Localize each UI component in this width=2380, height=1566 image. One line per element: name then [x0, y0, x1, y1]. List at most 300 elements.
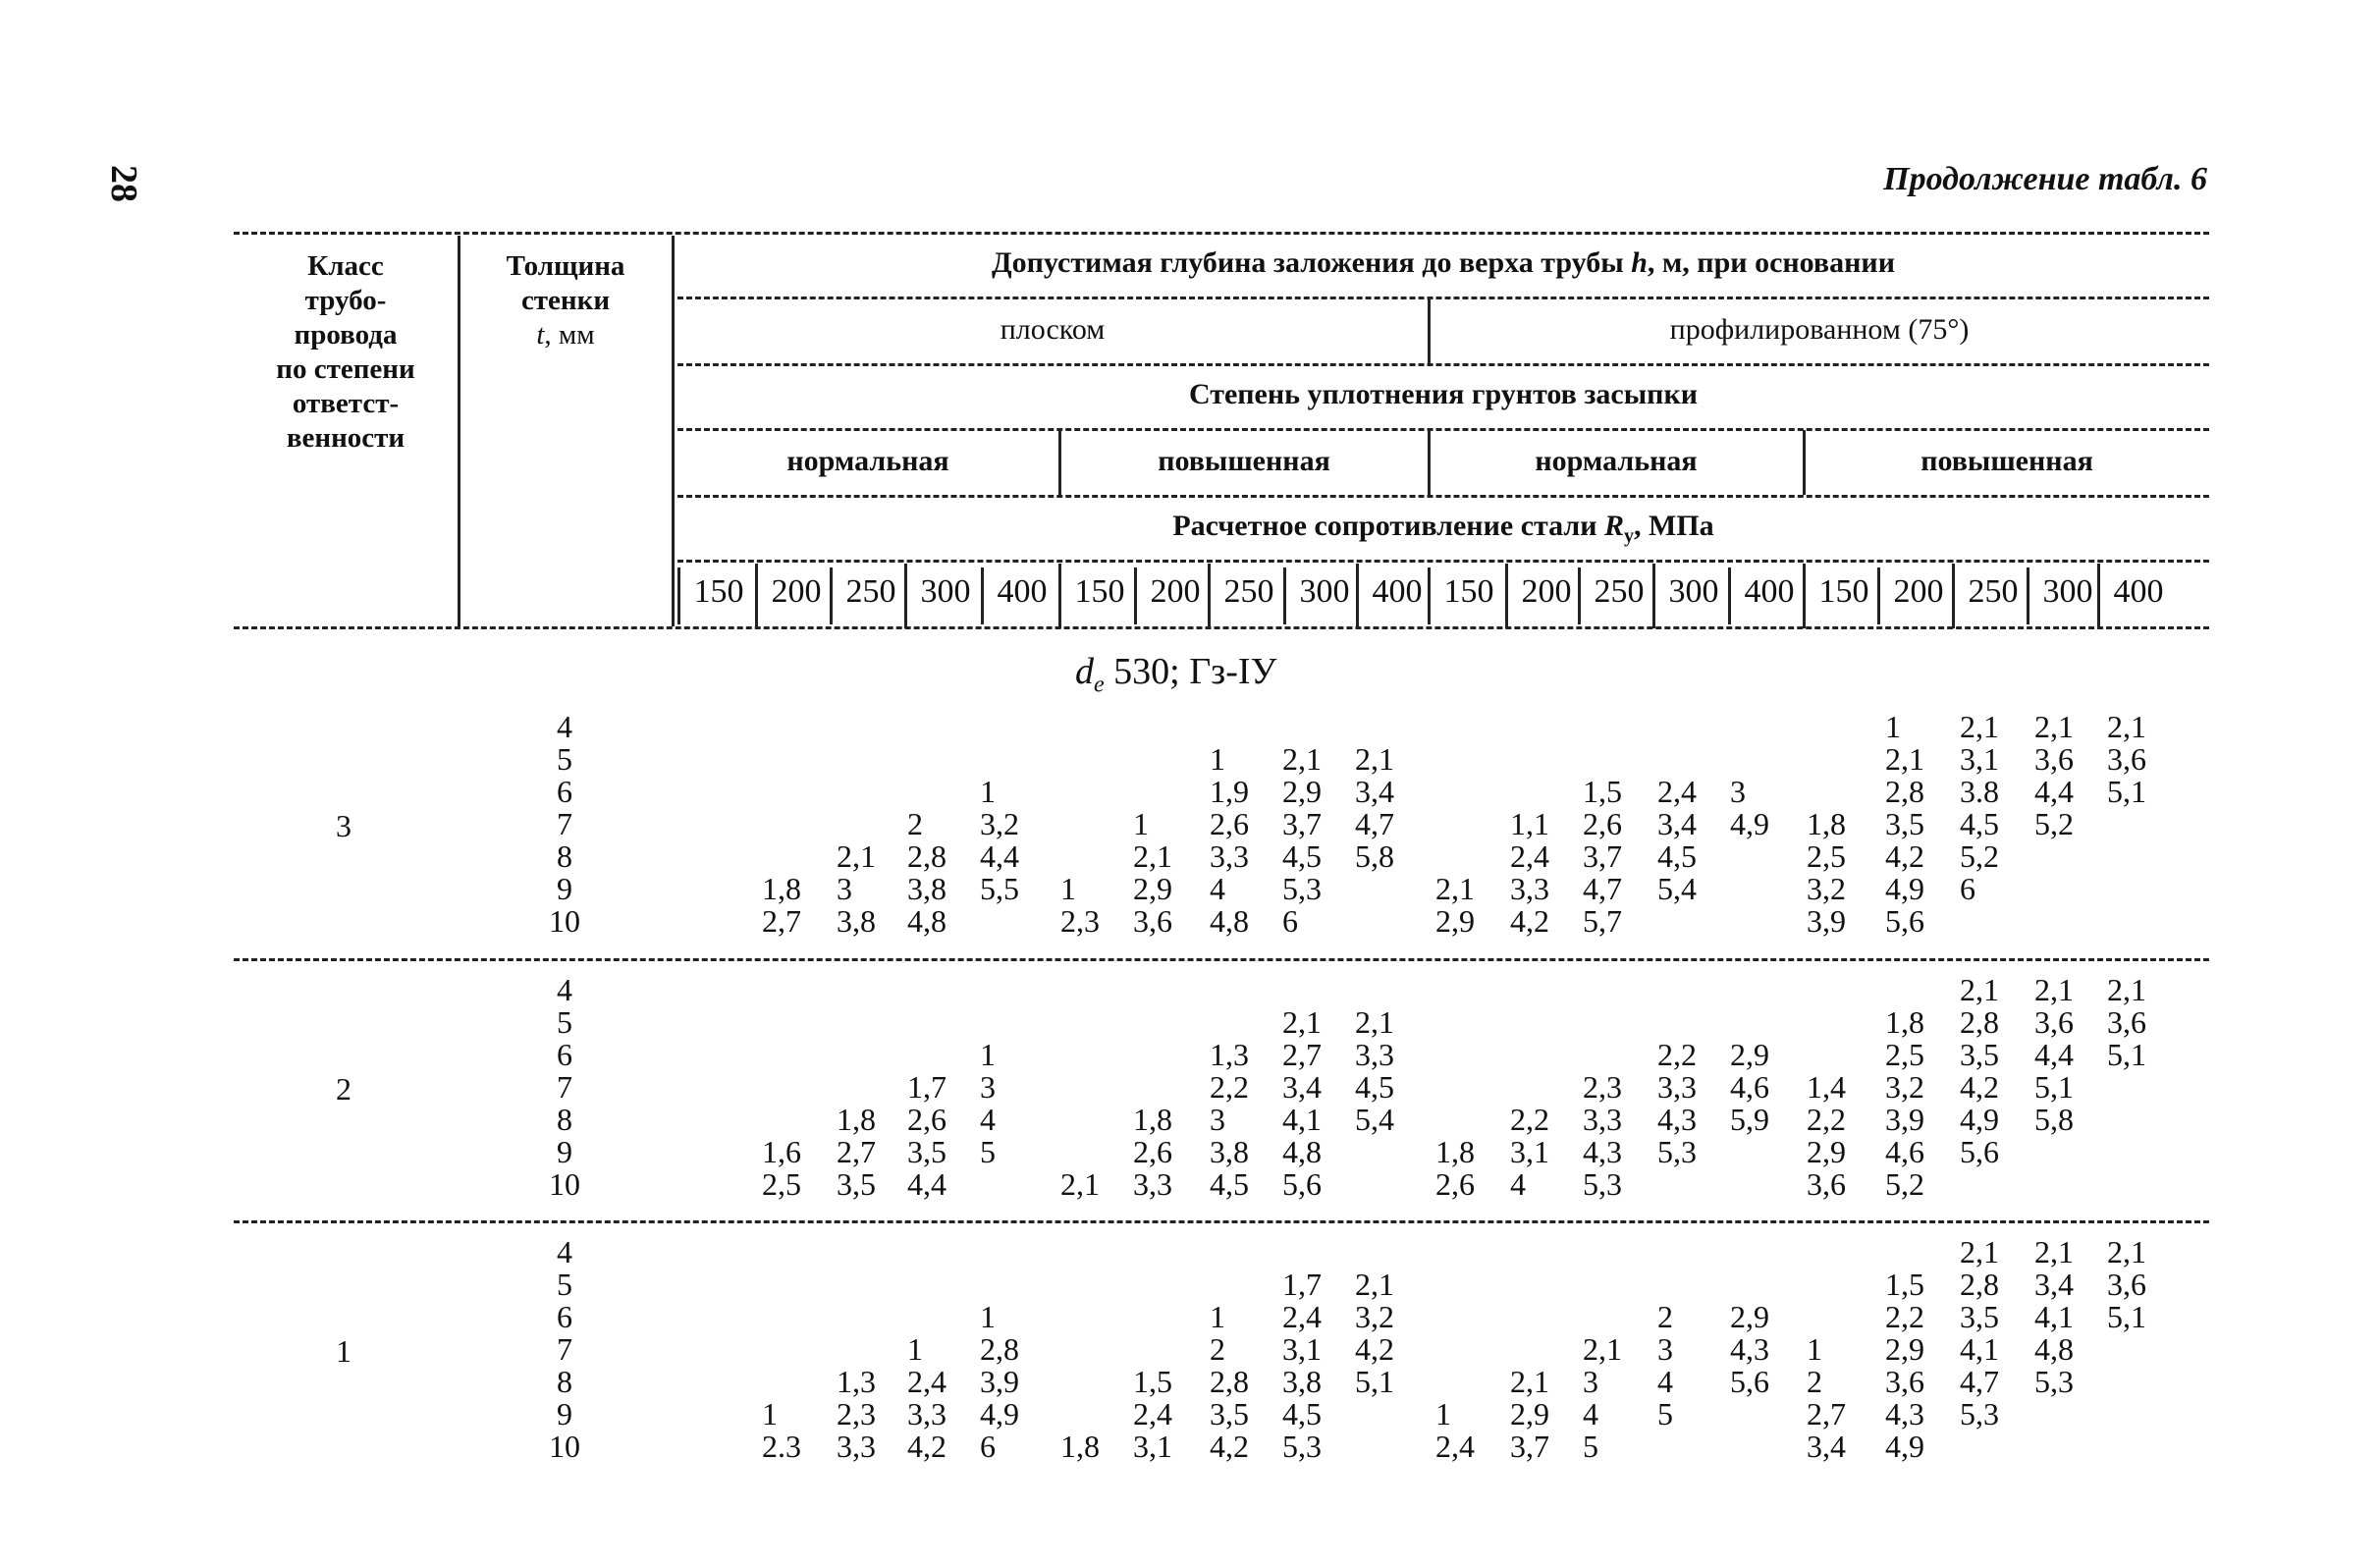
ry-divider [904, 564, 907, 628]
table-cell: 3,8 [1282, 1364, 1322, 1399]
table-cell: 3,8 [837, 903, 876, 939]
table-cell: 4,8 [1282, 1134, 1322, 1169]
header-ry-11: 200 [1521, 573, 1572, 610]
table-cell: 5,3 [1657, 1134, 1697, 1169]
table-cell: 3,2 [1355, 1299, 1394, 1334]
table-cell: 3,5 [837, 1166, 876, 1202]
table-cell: 4,8 [1210, 903, 1249, 939]
table-cell: 2,1 [1960, 709, 1999, 744]
table-cell: 3,3 [1510, 871, 1549, 906]
table-cell: 4 [1583, 1396, 1598, 1431]
table-cell: 4,5 [1210, 1166, 1249, 1202]
table-cell: 2,4 [1133, 1396, 1172, 1431]
header-rule-2 [677, 363, 2209, 366]
thickness-value: 9 [557, 1396, 572, 1431]
ry-divider [1803, 564, 1806, 628]
table-cell: 1,8 [837, 1102, 876, 1137]
header-compaction-title: Степень уплотнения грунтов засыпки [1188, 378, 1699, 410]
table-cell: 4 [1210, 871, 1225, 906]
group-title: $d_e$ 530; Гз-IУ [1075, 651, 1277, 698]
table-cell: 4,3 [1583, 1134, 1622, 1169]
table-cell: 3,7 [1583, 838, 1622, 874]
table-cell: 2,9 [1730, 1299, 1769, 1334]
table-cell: 4 [1657, 1364, 1673, 1399]
ry-divider [830, 567, 833, 624]
table-cell: 4,9 [980, 1396, 1019, 1431]
thickness-value: 5 [557, 1267, 572, 1302]
table-cell: 1 [980, 1299, 996, 1334]
table-cell: 5,3 [1583, 1166, 1622, 1202]
table-cell: 4,8 [907, 903, 947, 939]
table-cell: 5,9 [1730, 1102, 1769, 1137]
table-cell: 2,1 [1282, 1004, 1322, 1040]
header-ry-8: 300 [1299, 573, 1350, 610]
table-cell: 1,1 [1510, 806, 1549, 841]
table-cell: 6 [1282, 903, 1298, 939]
thickness-value: 7 [557, 1069, 572, 1105]
table-cell: 4,2 [1885, 838, 1924, 874]
table-cell: 1,8 [762, 871, 801, 906]
table-cell: 2,7 [762, 903, 801, 939]
class-cell: 1 [336, 1333, 352, 1369]
table-cell: 1 [1807, 1331, 1822, 1367]
thickness-value: 10 [549, 1166, 580, 1202]
table-cell: 5,1 [2107, 1037, 2146, 1072]
table-cell: 1,5 [1583, 774, 1622, 809]
table-cell: 3.8 [1960, 774, 1999, 809]
table-cell: 3,9 [1807, 903, 1846, 939]
table-cell: 3,4 [1807, 1429, 1846, 1464]
table-cell: 2,1 [1583, 1331, 1622, 1367]
thickness-value: 6 [557, 1299, 572, 1334]
ry-divider [1428, 567, 1431, 624]
table-cell: 2,9 [1282, 774, 1322, 809]
class-cell: 2 [336, 1071, 352, 1107]
ry-divider [2097, 564, 2100, 628]
header-thickness-cell: Толщина стенки t, мм [506, 250, 625, 351]
table-cell: 4 [1510, 1166, 1526, 1202]
header-ry-0: 150 [693, 573, 744, 610]
table-cell: 3,3 [1657, 1069, 1697, 1105]
table-cell: 4,5 [1657, 838, 1697, 874]
header-ry-3: 300 [920, 573, 971, 610]
table-cell: 3,9 [980, 1364, 1019, 1399]
table-cell: 5,6 [1885, 903, 1924, 939]
header-ry-4: 400 [997, 573, 1048, 610]
table-cell: 5,1 [1355, 1364, 1394, 1399]
ry-divider [677, 567, 680, 624]
table-cell: 5,1 [2107, 774, 2146, 809]
header-class-cell: Класс трубо- провода по степени ответст- венности [276, 250, 415, 454]
header-bottom-rule [234, 626, 2209, 629]
table-cell: 3,7 [1510, 1429, 1549, 1464]
table-cell: 3 [980, 1069, 996, 1105]
table-cell: 1 [1060, 871, 1076, 906]
table-cell: 2,6 [1435, 1166, 1475, 1202]
table-cell: 4,5 [1355, 1069, 1394, 1105]
thickness-value: 4 [557, 709, 572, 744]
thickness-column [530, 974, 599, 1201]
table-cell: 2,9 [1510, 1396, 1549, 1431]
table-cell: 1,7 [907, 1069, 947, 1105]
table-cell: 2,1 [1355, 1004, 1394, 1040]
table-cell: 2 [1210, 1331, 1225, 1367]
table-cell: 4,9 [1730, 806, 1769, 841]
table-cell: 3 [1583, 1364, 1598, 1399]
table-cell: 2,1 [2034, 972, 2074, 1007]
table-cell: 3,1 [1510, 1134, 1549, 1169]
table-cell: 6 [980, 1429, 996, 1464]
table-cell: 2.3 [762, 1429, 801, 1464]
table-cell: 4,5 [1960, 806, 1999, 841]
table-cell: 4,2 [1355, 1331, 1394, 1367]
table-cell: 2,8 [907, 838, 947, 874]
table-cell: 3 [1657, 1331, 1673, 1367]
table-cell: 5,2 [1885, 1166, 1924, 1202]
table-cell: 4,1 [1282, 1102, 1322, 1137]
thickness-value: 4 [557, 972, 572, 1007]
header-compaction-high-flat: повышенная [1158, 445, 1330, 477]
table-cell: 4,6 [1730, 1069, 1769, 1105]
table-cell: 3,6 [2107, 1004, 2146, 1040]
ry-divider [1652, 564, 1655, 628]
section-separator-1 [234, 958, 2209, 961]
table-cell: 1,8 [1885, 1004, 1924, 1040]
thickness-value: 8 [557, 1102, 572, 1137]
table-cell: 2,5 [762, 1166, 801, 1202]
table-cell: 4,3 [1657, 1102, 1697, 1137]
table-cell: 4,3 [1885, 1396, 1924, 1431]
ry-divider [1877, 567, 1880, 624]
table-cell: 1 [1133, 806, 1149, 841]
ry-divider [1134, 567, 1137, 624]
table-cell: 2,3 [1583, 1069, 1622, 1105]
table-cell: 2,2 [1657, 1037, 1697, 1072]
header-ry-14: 400 [1744, 573, 1795, 610]
table-cell: 2,1 [2107, 709, 2146, 744]
table-cell: 5,4 [1657, 871, 1697, 906]
table-cell: 4,2 [1210, 1429, 1249, 1464]
table-cell: 5,2 [2034, 806, 2074, 841]
table-cell: 3 [1210, 1102, 1225, 1137]
table-cell: 1 [1885, 709, 1901, 744]
header-compaction-normal-profiled: нормальная [1535, 445, 1698, 477]
table-cell: 1,8 [1060, 1429, 1100, 1464]
table-cell: 3,4 [1282, 1069, 1322, 1105]
table-cell: 3,3 [1355, 1037, 1394, 1072]
table-cell: 3,4 [2034, 1267, 2074, 1302]
table-cell: 5,3 [1282, 1429, 1322, 1464]
table-cell: 5,1 [2107, 1299, 2146, 1334]
table-cell: 5 [1583, 1429, 1598, 1464]
table-cell: 3,6 [2107, 741, 2146, 777]
thickness-value: 8 [557, 1364, 572, 1399]
table-cell: 2,5 [1885, 1037, 1924, 1072]
table-cell: 5,1 [2034, 1069, 2074, 1105]
table-cell: 3,1 [1133, 1429, 1172, 1464]
ry-divider [1283, 567, 1286, 624]
table-cell: 2,3 [1060, 903, 1100, 939]
table-cell: 3,8 [1210, 1134, 1249, 1169]
table-cell: 3,5 [1960, 1037, 1999, 1072]
table-cell: 2,7 [1807, 1396, 1846, 1431]
table-cell: 3,2 [1885, 1069, 1924, 1105]
table-cell: 2,6 [1210, 806, 1249, 841]
table-cell: 1 [762, 1396, 778, 1431]
table-cell: 4,1 [1960, 1331, 1999, 1367]
header-rule-3 [677, 428, 2209, 431]
table-cell: 4,4 [2034, 1037, 2074, 1072]
table-cell: 3,2 [980, 806, 1019, 841]
table-cell: 2,1 [1510, 1364, 1549, 1399]
table-continuation-caption: Продолжение табл. 6 [1883, 161, 2207, 197]
thickness-value: 7 [557, 1331, 572, 1367]
header-ry-12: 250 [1594, 573, 1645, 610]
table-cell: 3,5 [1210, 1396, 1249, 1431]
header-base-profiled: профилированном (75°) [1669, 313, 1970, 346]
table-cell: 3,1 [1960, 741, 1999, 777]
table-cell: 5 [980, 1134, 996, 1169]
header-ry-9: 400 [1372, 573, 1423, 610]
table-cell: 1 [980, 1037, 996, 1072]
table-cell: 5,5 [980, 871, 1019, 906]
table-cell: 1,3 [1210, 1037, 1249, 1072]
table-cell: 1 [907, 1331, 923, 1367]
header-compaction-high-profiled: повышенная [1920, 445, 2093, 477]
table-cell: 1,6 [762, 1134, 801, 1169]
table-cell: 4,2 [907, 1429, 947, 1464]
table-cell: 2,2 [1210, 1069, 1249, 1105]
thickness-value: 6 [557, 774, 572, 809]
thickness-value: 9 [557, 1134, 572, 1169]
table-cell: 1 [980, 774, 996, 809]
table-cell: 2,1 [1435, 871, 1475, 906]
ry-divider [1058, 564, 1061, 628]
table-cell: 6 [1960, 871, 1975, 906]
table-cell: 3,5 [907, 1134, 947, 1169]
table-cell: 1,5 [1133, 1364, 1172, 1399]
header-ry-7: 250 [1223, 573, 1274, 610]
ry-divider [755, 564, 758, 628]
thickness-value: 4 [557, 1234, 572, 1269]
section-separator-2 [234, 1220, 2209, 1223]
table-cell: 3,1 [1282, 1331, 1322, 1367]
table-cell: 5 [1657, 1396, 1673, 1431]
table-cell: 2,1 [1355, 1267, 1394, 1302]
header-rule-5 [677, 560, 2209, 563]
table-cell: 3,4 [1657, 806, 1697, 841]
table-cell: 2,6 [1583, 806, 1622, 841]
table-cell: 2 [1657, 1299, 1673, 1334]
thickness-value: 6 [557, 1037, 572, 1072]
table-cell: 2,1 [2034, 709, 2074, 744]
table-cell: 4,7 [1355, 806, 1394, 841]
table-cell: 4,2 [1510, 903, 1549, 939]
table-cell: 2,1 [2034, 1234, 2074, 1269]
header-depth-title: Допустимая глубина заложения до верха трубы h, м, при основании [992, 246, 1895, 279]
table-cell: 1,8 [1435, 1134, 1475, 1169]
table-cell: 4,7 [1583, 871, 1622, 906]
table-cell: 2,5 [1807, 838, 1846, 874]
table-cell: 2,9 [1885, 1331, 1924, 1367]
table-cell: 3 [837, 871, 852, 906]
table-cell: 3,3 [837, 1429, 876, 1464]
header-ry-13: 300 [1668, 573, 1719, 610]
table-cell: 1,7 [1282, 1267, 1322, 1302]
table-cell: 5,6 [1730, 1364, 1769, 1399]
ry-divider [1578, 567, 1581, 624]
table-cell: 2,6 [907, 1102, 947, 1137]
table-cell: 1,4 [1807, 1069, 1846, 1105]
table-cell: 3,5 [1960, 1299, 1999, 1334]
table-cell: 4 [980, 1102, 996, 1137]
header-ry-5: 150 [1074, 573, 1125, 610]
table-cell: 3,9 [1885, 1102, 1924, 1137]
header-ry-2: 250 [845, 573, 896, 610]
ry-divider [981, 567, 984, 624]
table-cell: 2,4 [1282, 1299, 1322, 1334]
table-cell: 4,9 [1885, 1429, 1924, 1464]
table-cell: 2,1 [1282, 741, 1322, 777]
table-cell: 2,2 [1807, 1102, 1846, 1137]
ry-divider [1356, 564, 1359, 628]
header-resistance-title: Расчетное сопротивление стали $R_y$, МПа [1172, 510, 1714, 547]
thickness-value: 7 [557, 806, 572, 841]
table-cell: 3,6 [2107, 1267, 2146, 1302]
table-cell: 1 [1210, 1299, 1225, 1334]
thickness-value: 5 [557, 741, 572, 777]
table-cell: 2,3 [837, 1396, 876, 1431]
table-cell: 4,6 [1885, 1134, 1924, 1169]
table-cell: 4,5 [1282, 1396, 1322, 1431]
table-cell: 2,7 [1282, 1037, 1322, 1072]
header-ry-15: 150 [1818, 573, 1869, 610]
header-ry-19: 400 [2113, 573, 2164, 610]
thickness-column [530, 711, 599, 938]
table-cell: 2,8 [1960, 1004, 1999, 1040]
table-cell: 4,1 [2034, 1299, 2074, 1334]
header-rule-1 [677, 297, 2209, 299]
table-cell: 3,6 [1885, 1364, 1924, 1399]
table-cell: 2,4 [907, 1364, 947, 1399]
table-cell: 2 [907, 806, 923, 841]
table-cell: 3,4 [1355, 774, 1394, 809]
ry-divider [1728, 567, 1731, 624]
table-cell: 3,3 [1583, 1102, 1622, 1137]
header-ry-6: 200 [1150, 573, 1201, 610]
table-cell: 2,4 [1657, 774, 1697, 809]
thickness-value: 9 [557, 871, 572, 906]
table-cell: 4,2 [1960, 1069, 1999, 1105]
table-cell: 5,3 [1282, 871, 1322, 906]
table-cell: 3,3 [1210, 838, 1249, 874]
thickness-value: 10 [549, 903, 580, 939]
table-cell: 4,4 [2034, 774, 2074, 809]
table-cell: 2,6 [1133, 1134, 1172, 1169]
table-cell: 3,7 [1282, 806, 1322, 841]
table-cell: 2,8 [980, 1331, 1019, 1367]
table-cell: 3,6 [2034, 1004, 2074, 1040]
header-ry-17: 250 [1968, 573, 2019, 610]
table-cell: 2,1 [1960, 1234, 1999, 1269]
table-cell: 5,6 [1282, 1166, 1322, 1202]
table-cell: 1,8 [1133, 1102, 1172, 1137]
thickness-column [530, 1236, 599, 1463]
table-cell: 4,4 [980, 838, 1019, 874]
table-cell: 2,9 [1133, 871, 1172, 906]
header-rule-4 [677, 495, 2209, 498]
table-cell: 3,3 [1133, 1166, 1172, 1202]
table-cell: 1 [1210, 741, 1225, 777]
header-ry-18: 300 [2042, 573, 2093, 610]
ry-divider [1952, 564, 1955, 628]
header-ry-10: 150 [1443, 573, 1494, 610]
table-cell: 3,6 [2034, 741, 2074, 777]
table-cell: 5,4 [1355, 1102, 1394, 1137]
table-cell: 3,2 [1807, 871, 1846, 906]
table-cell: 2,1 [837, 838, 876, 874]
table-cell: 2,1 [1885, 741, 1924, 777]
table-cell: 2,2 [1885, 1299, 1924, 1334]
table-cell: 2,7 [837, 1134, 876, 1169]
table-cell: 3,3 [907, 1396, 947, 1431]
table-cell: 2,8 [1885, 774, 1924, 809]
table-cell: 4,9 [1885, 871, 1924, 906]
thickness-value: 8 [557, 838, 572, 874]
ry-divider [1208, 564, 1211, 628]
table-cell: 2,1 [1060, 1166, 1100, 1202]
table-cell: 2,1 [1960, 972, 1999, 1007]
page-number: 28 [103, 165, 144, 202]
thickness-value: 5 [557, 1004, 572, 1040]
table-cell: 1,9 [1210, 774, 1249, 809]
table-cell: 2,1 [2107, 1234, 2146, 1269]
table-cell: 5,7 [1583, 903, 1622, 939]
ry-divider [1505, 564, 1508, 628]
header-divider-thickness [672, 236, 675, 626]
table-cell: 5,2 [1960, 838, 1999, 874]
table-cell: 1,5 [1885, 1267, 1924, 1302]
table-cell: 1 [1435, 1396, 1451, 1431]
table-cell: 2 [1807, 1364, 1822, 1399]
table-cell: 2,8 [1210, 1364, 1249, 1399]
table-cell: 3,5 [1885, 806, 1924, 841]
header-ry-1: 200 [771, 573, 822, 610]
table-cell: 3,8 [907, 871, 947, 906]
header-base-flat: плоском [1000, 313, 1106, 346]
table-cell: 2,9 [1730, 1037, 1769, 1072]
table-top-rule [234, 232, 2209, 235]
table-cell: 2,1 [1355, 741, 1394, 777]
table-cell: 2,1 [1133, 838, 1172, 874]
table-cell: 5,3 [1960, 1396, 1999, 1431]
table-cell: 4,8 [2034, 1331, 2074, 1367]
table-cell: 2,1 [2107, 972, 2146, 1007]
table-cell: 4,4 [907, 1166, 947, 1202]
table-cell: 3,6 [1807, 1166, 1846, 1202]
class-cell: 3 [336, 808, 352, 843]
table-cell: 2,8 [1960, 1267, 1999, 1302]
table-cell: 5,3 [2034, 1364, 2074, 1399]
table-cell: 2,4 [1435, 1429, 1475, 1464]
table-cell: 4,5 [1282, 838, 1322, 874]
header-compaction-normal-flat: нормальная [786, 445, 949, 477]
table-cell: 1,3 [837, 1364, 876, 1399]
table-cell: 5,8 [2034, 1102, 2074, 1137]
table-cell: 4,7 [1960, 1364, 1999, 1399]
table-cell: 3 [1730, 774, 1746, 809]
table-cell: 2,2 [1510, 1102, 1549, 1137]
